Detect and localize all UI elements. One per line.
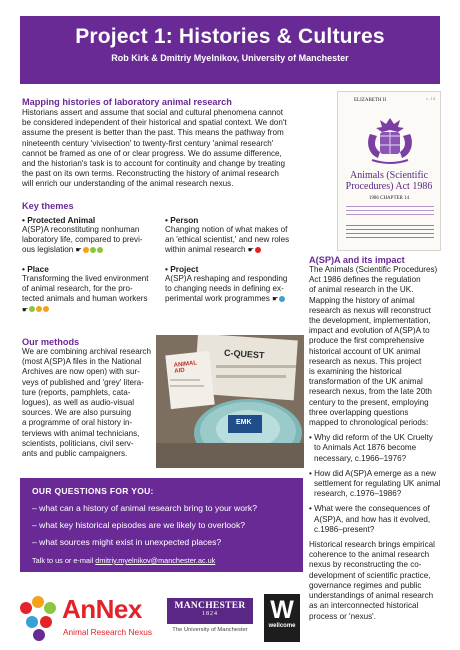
- methods-line: We are combining archival research: [22, 347, 151, 356]
- methods-line: veys of published and 'grey' litera-: [22, 377, 144, 387]
- theme-line-with-icons: [22, 245, 170, 256]
- theme-title-text: Person: [170, 215, 199, 225]
- impact-bullet-text: How did A(SP)A emerge as a new: [314, 468, 437, 478]
- question-item: – what key historical episodes are we likely to overlook?: [32, 520, 246, 530]
- intro-line: cannot be framed as one of or clear progress. We do assume difference,: [22, 148, 282, 158]
- theme-title-text: Place: [27, 264, 49, 274]
- theme-dot-icon: [279, 296, 285, 302]
- document-text-line: [346, 225, 434, 226]
- theme-line-with-icons: [165, 284, 313, 294]
- theme-line: to changing needs in defining ex-: [165, 284, 284, 294]
- impact-section: [309, 255, 444, 622]
- manchester-year: 1824: [202, 611, 218, 617]
- impact-line: impact and evolution of A(SP)A to: [309, 326, 430, 336]
- document-text-line: [346, 210, 434, 211]
- impact-line: the development, implementation,: [309, 316, 431, 326]
- methods-line: a programme of oral history in-: [22, 418, 133, 428]
- impact-bullet-line: research, c.1976–1986?: [314, 489, 402, 499]
- impact-closing-line: Historical research brings empirical: [309, 540, 435, 550]
- theme-desc: [22, 274, 170, 316]
- photo-box-label: ANIMAL AID: [173, 360, 198, 375]
- theme-desc: [22, 225, 170, 257]
- contact-prefix: Talk to us or e-mail: [32, 556, 96, 565]
- theme-title: • Protected Animal: [22, 215, 96, 225]
- theme-dot-icon: [43, 306, 49, 312]
- intro-line: the past on its own terms. Reconstructing the history of animal research: [22, 169, 279, 179]
- intro-line: Historians assert and assume that social and cultural phenomena cannot: [22, 108, 283, 117]
- intro-heading: Mapping histories of laboratory animal research: [22, 97, 232, 107]
- act-title: [338, 170, 440, 192]
- impact-bullet-line: • What were the consequences of: [309, 504, 430, 514]
- contact-line: [32, 556, 291, 565]
- methods-line: Archives are now open) with sur-: [22, 367, 140, 377]
- header-banner: [20, 16, 440, 84]
- document-chapter-ref: c. 14: [426, 96, 435, 101]
- impact-bullet-line: c.1986–present?: [314, 524, 375, 534]
- impact-closing-line: nexus by reconstructing the co-: [309, 560, 422, 570]
- impact-line: century to the present, employing: [309, 397, 429, 407]
- theme-protected-animal: [22, 215, 170, 257]
- theme-dot-icon: [90, 247, 96, 253]
- theme-title: • Place: [22, 264, 49, 274]
- methods-line: sources. We are also pursuing: [22, 408, 132, 418]
- question-item: – what can a history of animal research bring to your work?: [32, 503, 257, 513]
- theme-line: within animal research: [165, 245, 246, 255]
- theme-line: Transforming the lived environment: [22, 274, 149, 283]
- impact-line: The Animals (Scientific Procedures): [309, 265, 438, 274]
- questions-box: [20, 478, 303, 572]
- pointing-hand-icon: ☛: [247, 247, 255, 255]
- theme-dot-icon: [255, 247, 261, 253]
- impact-bullet: [309, 504, 444, 535]
- methods-line: (most A(SP)A files in the National: [22, 357, 142, 367]
- pointing-hand-icon: ☛: [75, 247, 82, 255]
- theme-dot-icon: [83, 247, 89, 253]
- archive-photo: [156, 335, 304, 468]
- intro-line: assume the present is better than the past. This means the pathway from: [22, 128, 284, 138]
- impact-line: Act 1986 defines the regulation: [309, 275, 421, 285]
- act-title-line: Animals (Scientific: [349, 170, 429, 181]
- document-text-line: [346, 233, 434, 234]
- theme-dot-icon: [29, 306, 35, 312]
- impact-bullet-line: • Why did reform of the UK Cruelty: [309, 433, 433, 443]
- theme-line: A(SP)A reshaping and responding: [165, 274, 288, 283]
- theme-line: Changing notion of what makes of: [165, 225, 288, 234]
- impact-text: [309, 265, 444, 428]
- impact-closing-line: coherence to the animal research: [309, 550, 430, 560]
- theme-line: perimental work programmes: [165, 294, 270, 304]
- impact-closing-line: understandings of animal research: [309, 591, 434, 601]
- impact-closing-line: process or 'nexus'.: [309, 611, 376, 621]
- question-item: – what sources might exist in unexpected places?: [32, 537, 222, 547]
- document-text-line: [346, 206, 434, 207]
- annex-subtitle: Animal Research Nexus: [63, 627, 152, 637]
- impact-bullet-line: to Animals Act 1876 become: [314, 443, 417, 453]
- impact-line: research nexus, from the late 20th: [309, 387, 432, 397]
- theme-line: of animal research, for the pro-: [22, 284, 133, 294]
- theme-line: an 'ethical scientist,' and new roles: [165, 235, 290, 245]
- impact-closing-line: as an interconnected historical: [309, 601, 419, 611]
- contact-email-link[interactable]: dmitriy.myelnikov@manchester.ac.uk: [95, 556, 216, 565]
- manchester-name: MANCHESTER: [174, 601, 246, 611]
- intro-line: and the historian's task is to account for continuity and change by treating: [22, 159, 285, 169]
- methods-line: terviews with animal technicians,: [22, 428, 140, 438]
- manchester-mark: [167, 598, 253, 624]
- intro-line: be considered independent of their historical and spatial context. We don't: [22, 118, 287, 128]
- impact-line: is examining the historical: [309, 367, 402, 377]
- impact-bullet-line: settlement for regulating UK animal: [314, 479, 441, 489]
- impact-closing-line: governance regimes and public: [309, 580, 422, 590]
- annex-mark-icon: [18, 596, 60, 642]
- document-text-line: [346, 237, 434, 238]
- impact-heading: A(SP)A and its impact: [309, 255, 405, 265]
- theme-place: [22, 264, 170, 316]
- theme-dot-icon: [36, 306, 42, 312]
- impact-line: produce the first comprehensive: [309, 336, 425, 346]
- logo-bar: [0, 586, 460, 650]
- impact-line: historical account of UK animal: [309, 346, 421, 356]
- theme-line: ous legislation: [22, 245, 74, 255]
- methods-section: [22, 337, 154, 459]
- wellcome-logo: [264, 594, 300, 642]
- impact-bullet-line: necessary, c.1966–1976?: [314, 453, 407, 463]
- impact-bullet-text: What were the consequences of: [314, 504, 430, 514]
- act-document-image: [337, 91, 441, 251]
- questions-heading: OUR QUESTIONS FOR YOU:: [32, 486, 154, 496]
- royal-crest-icon: [364, 112, 416, 166]
- methods-line: scientists, politicians, civil serv-: [22, 438, 134, 448]
- theme-line: laboratory life, compared to previ-: [22, 235, 143, 245]
- pointing-hand-icon: ☛: [22, 306, 29, 314]
- intro-line: will enrich our understanding of the animal research nexus.: [22, 179, 234, 189]
- theme-project: [165, 264, 313, 306]
- intro-section: [22, 97, 328, 190]
- impact-line: Mapping the history of animal: [309, 295, 415, 305]
- theme-line-with-icons: [165, 294, 313, 305]
- impact-line: mapped to chronological periods:: [309, 418, 429, 428]
- document-text-line: [346, 214, 434, 215]
- methods-line: ants and public campaigners.: [22, 449, 128, 459]
- manchester-footer: The University of Manchester: [172, 627, 248, 633]
- theme-title-text: Project: [170, 264, 199, 274]
- document-text-line: [346, 229, 434, 230]
- annex-logo: [18, 594, 156, 642]
- theme-line: A(SP)A reconstituting nonhuman: [22, 225, 140, 234]
- impact-closing-line: development of scientific practice,: [309, 570, 431, 580]
- theme-line: tected animals and human workers: [22, 294, 148, 304]
- key-themes-heading: Key themes: [22, 201, 74, 211]
- poster-authors: Rob Kirk & Dmitriy Myelnikov, University of Manchester: [111, 53, 349, 63]
- impact-line: three overlapping questions: [309, 407, 409, 417]
- impact-bullet-line: A(SP)A, and how has it evolved,: [314, 514, 431, 524]
- manchester-logo: [167, 598, 253, 638]
- impact-line: research as nexus will reconstruct: [309, 305, 431, 315]
- impact-line: transformation of the UK animal: [309, 377, 423, 387]
- annex-brand: AnNex: [62, 594, 142, 624]
- theme-title-text: Protected Animal: [27, 215, 96, 225]
- methods-heading: Our methods: [22, 337, 80, 347]
- impact-bullet-line: • How did A(SP)A emerge as a new: [309, 468, 437, 478]
- theme-desc: [165, 225, 313, 257]
- intro-line: nineteenth century 'vivisection' to twenty-first century 'animal research': [22, 138, 274, 148]
- impact-line: of animal research in the UK.: [309, 285, 414, 295]
- photo-reel-label: EMK: [236, 419, 252, 426]
- wellcome-mark: W: [270, 596, 294, 624]
- act-chapter: 1986 CHAPTER 14: [368, 196, 410, 201]
- impact-bullet: [309, 469, 444, 500]
- theme-title: • Person: [165, 215, 199, 225]
- impact-bullet-text: Why did reform of the UK Cruelty: [314, 433, 433, 443]
- photo-label: C-QUEST: [223, 347, 265, 361]
- impact-bullet: [309, 433, 444, 464]
- wellcome-name: wellcome: [268, 623, 296, 629]
- document-monarch: ELIZABETH II: [354, 98, 387, 103]
- intro-text: [22, 108, 328, 190]
- theme-line-with-icons: [165, 245, 313, 256]
- pointing-hand-icon: ☛: [272, 296, 279, 304]
- poster-title: Project 1: Histories & Cultures: [75, 25, 385, 48]
- theme-icons: [22, 305, 170, 316]
- methods-line: ture (reports, pamphlets, cata-: [22, 387, 131, 397]
- theme-dot-icon: [97, 247, 103, 253]
- methods-line: logues), as well as audio-visual: [22, 398, 135, 408]
- methods-text: [22, 347, 154, 459]
- impact-line: research as nexus. This project: [309, 356, 422, 366]
- theme-desc: [165, 274, 313, 306]
- theme-title: • Project: [165, 264, 199, 274]
- theme-person: [165, 215, 313, 257]
- act-title-line: Procedures) Act 1986: [345, 181, 433, 192]
